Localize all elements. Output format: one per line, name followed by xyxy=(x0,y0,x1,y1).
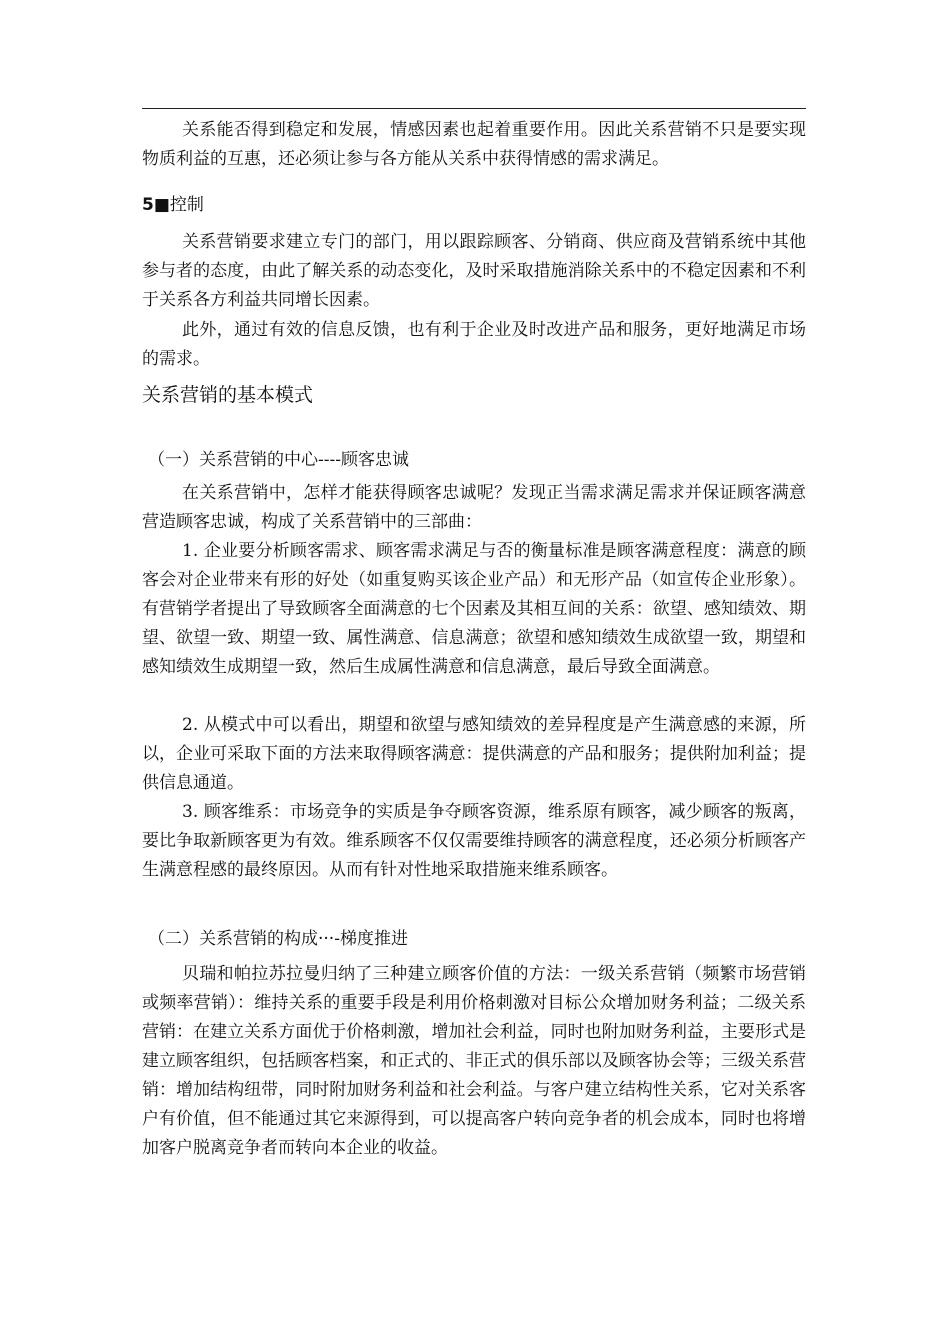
heading-control-label: 控制 xyxy=(169,195,204,215)
subheading-loyalty: （一）关系营销的中心----顾客忠诚 xyxy=(148,450,409,470)
paragraph-loyalty-intro: 在关系营销中，怎样才能获得顾客忠诚呢？发现正当需求满足需求并保证顾客满意营造顾客忠诚，构成了关系营销中的三部曲： xyxy=(142,483,806,532)
paragraph-item-1: 1. 企业要分析顾客需求、顾客需求满足与否的衡量标准是顾客满意程度：满意的顾客会对企业带来有形的好处（如重复购买该企业产品）和无形产品（如宣传企业形象）。有营销学者提出了导致顾客全面满意的七个因素及其相互间的关系：欲望、感知绩效、期望、欲望一致、期望一致、属性满意、信息满意；欲望和感知绩效生成欲望一致，期望和感知绩效生成期望一致，然后生成属性满意和信息满意，最后导致全面满意。 xyxy=(142,541,806,677)
top-divider xyxy=(142,108,806,109)
paragraph-feedback: 此外，通过有效的信息反馈，也有利于企业及时改进产品和服务，更好地满足市场的需求。 xyxy=(142,320,806,369)
paragraph-item-2: 2. 从模式中可以看出，期望和欲望与感知绩效的差异程度是产生满意感的来源，所以，企业可采取下面的方法来取得顾客满意：提供满意的产品和服务；提供附加利益；提供信息通道。 xyxy=(142,715,806,793)
paragraph-structure: 贝瑞和帕拉苏拉曼归纳了三种建立顾客价值的方法：一级关系营销（频繁市场营销或频率营销）：维持关系的重要手段是利用价格刺激对目标公众增加财务利益；二级关系营销：在建立关系方面优于价格刺激，增加社会利益，同时也附加财务利益，主要形式是建立顾客组织，包括顾客档案，和正式的、非正式的俱乐部以及顾客协会等；三级关系营销：增加结构纽带，同时附加财务利益和社会利益。与客户建立结构性关系，它对关系客户有价值，但不能通过其它来源得到，可以提高客户转向竞争者的机会成本，同时也将增加客户脱离竞争者而转向本企业的收益。 xyxy=(142,964,806,1158)
heading-control-number: 5■ xyxy=(142,195,170,215)
section-title: 关系营销的基本模式 xyxy=(142,384,314,406)
subheading-structure: （二）关系营销的构成···-梯度推进 xyxy=(148,929,408,949)
heading-control xyxy=(142,192,204,218)
paragraph-item-3: 3. 顾客维系：市场竞争的实质是争夺顾客资源，维系原有顾客，减少顾客的叛离，要比争取新顾客更为有效。维系顾客不仅仅需要维持顾客的满意程度，还必须分析顾客产生满意程感的最终原因。从而有针对性地采取措施来维系顾客。 xyxy=(142,802,806,880)
paragraph-control: 关系营销要求建立专门的部门，用以跟踪顾客、分销商、供应商及营销系统中其他参与者的态度，由此了解关系的动态变化，及时采取措施消除关系中的不稳定因素和不利于关系各方利益共同增长因素。 xyxy=(142,232,806,310)
paragraph-emotion: 关系能否得到稳定和发展，情感因素也起着重要作用。因此关系营销不只是要实现物质利益的互惠，还必须让参与各方能从关系中获得情感的需求满足。 xyxy=(142,120,806,169)
